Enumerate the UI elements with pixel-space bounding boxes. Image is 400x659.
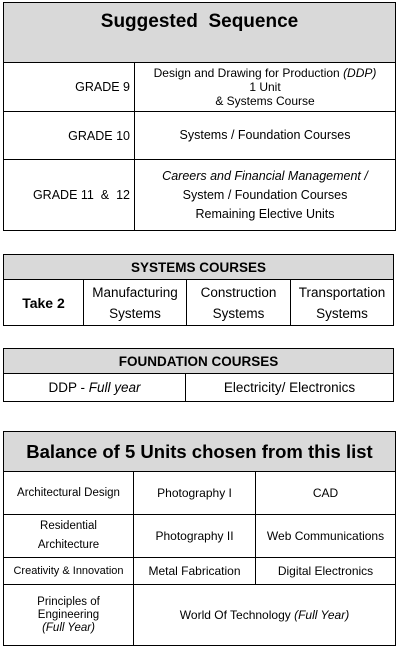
grade-10-label: GRADE 10 (4, 112, 135, 160)
grade-11-12-label: GRADE 11 & 12 (4, 160, 135, 231)
grade-9-label: GRADE 9 (4, 63, 135, 112)
photography-2: Photography II (134, 515, 256, 558)
course-line: Systems (316, 305, 368, 321)
course-line: Systems (212, 305, 265, 321)
table-row (4, 63, 396, 112)
table-row (4, 585, 396, 646)
course-line: Residential (40, 520, 97, 532)
course-line: Manufacturing (92, 284, 178, 300)
course-duration: (Full Year) (42, 621, 95, 634)
grade-9-line3: & Systems Course (215, 94, 315, 108)
table-row (4, 280, 394, 326)
grade-9-courses (135, 63, 396, 112)
course-line: Engineering (37, 608, 100, 621)
grade-11-12-line1: Careers and Financial Management / (162, 168, 368, 183)
grade-10-courses: Systems / Foundation Courses (135, 112, 396, 160)
electricity-electronics: Electricity/ Electronics (186, 374, 394, 402)
course-line: World Of Technology (179, 607, 295, 622)
photography-1: Photography I (134, 472, 256, 515)
suggested-sequence-table (3, 2, 396, 231)
transportation-systems (291, 280, 394, 326)
course-line: Architecture (37, 539, 100, 551)
foundation-courses-table (3, 348, 394, 402)
table-row (4, 160, 396, 231)
balance-title: Balance of 5 Units chosen from this list (4, 432, 396, 472)
architectural-design: Architectural Design (4, 472, 134, 515)
ddp-full-year (4, 374, 186, 402)
creativity-innovation: Creativity & Innovation (4, 558, 134, 585)
construction-systems (187, 280, 291, 326)
table-row (4, 558, 396, 585)
table-row (4, 374, 394, 402)
digital-electronics: Digital Electronics (256, 558, 396, 585)
ddp-duration: Full year (88, 380, 141, 395)
take-2-label: Take 2 (4, 280, 84, 326)
grade-9-line1: Design and Drawing for Production (153, 66, 340, 80)
grade-9-line1-italic: (DDP) (343, 66, 377, 80)
course-line: Transportation (298, 284, 386, 300)
systems-title: SYSTEMS COURSES (4, 255, 394, 280)
ddp-label: DDP - (48, 380, 89, 395)
table-row (4, 472, 396, 515)
grade-11-12-line2: System / Foundation Courses (182, 187, 348, 202)
foundation-title: FOUNDATION COURSES (4, 349, 394, 374)
web-communications: Web Communications (256, 515, 396, 558)
balance-units-table (3, 431, 396, 646)
world-of-technology (134, 585, 396, 646)
grade-11-12-courses (135, 160, 396, 231)
metal-fabrication: Metal Fabrication (134, 558, 256, 585)
systems-courses-table (3, 254, 394, 326)
course-line: Construction (200, 284, 277, 300)
table-row (4, 112, 396, 160)
principles-of-engineering (4, 585, 134, 646)
sequence-title: Suggested Sequence (4, 3, 396, 63)
residential-architecture (4, 515, 134, 558)
grade-9-line2: 1 Unit (249, 80, 281, 94)
course-duration: (Full Year) (294, 607, 350, 622)
cad: CAD (256, 472, 396, 515)
manufacturing-systems (84, 280, 187, 326)
course-line: Principles of (37, 595, 100, 608)
course-line: Systems (109, 305, 161, 321)
grade-11-12-line3: Remaining Elective Units (195, 206, 335, 221)
table-row (4, 515, 396, 558)
